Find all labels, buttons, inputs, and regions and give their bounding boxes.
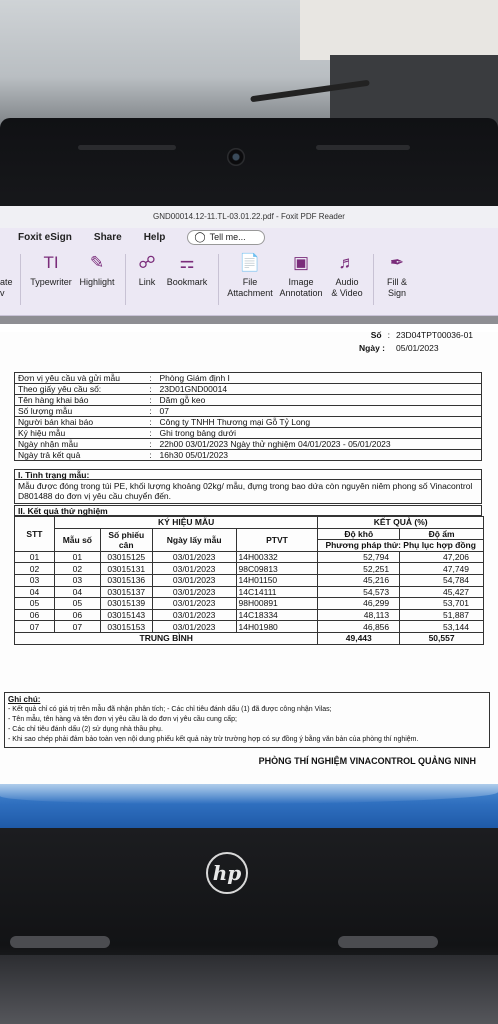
cell-vehicle: 98C09813 [236,563,318,575]
col-group-result: KẾT QUẢ (%) [318,517,484,529]
file-attachment-label-2: Attachment [227,288,273,298]
image-annotation-label-2: Annotation [279,288,323,298]
typewriter-icon: TI [43,253,59,272]
cell-moisture: 47,206 [400,551,484,563]
col-weigh-slip: Số phiếu cân [100,528,152,551]
link-label: Link [138,277,156,287]
cell-sample-no: 02 [54,563,100,575]
table-row [15,598,484,610]
info-key: Số lượng mẫu [15,406,145,417]
cell-sample-no: 04 [54,586,100,598]
cell-dry-content: 52,794 [318,551,400,563]
info-row: Ngày trả kết quả : 16h30 05/01/2023 [15,450,482,461]
hp-logo-icon: hp [206,852,248,894]
info-value: 22h00 03/01/2023 Ngày thử nghiệm 04/01/2023 - 05/01/2023 [157,439,482,450]
cell-vehicle: 14C18334 [236,609,318,621]
audio-video-button[interactable] [327,252,367,315]
table-row [15,609,484,621]
info-value: Công ty TNHH Thương mại Gỗ Tỷ Long [157,417,482,428]
info-value: Phòng Giám định I [157,373,482,384]
cell-weigh-slip: 03015153 [100,621,152,633]
info-value: Dăm gỗ keo [157,395,482,406]
cell-moisture: 47,749 [400,563,484,575]
laptop-hinge [338,936,438,948]
ribbon-toolbar [0,246,498,316]
cell-stt: 07 [15,621,55,633]
cell-dry-content: 46,299 [318,598,400,610]
ribbon-separator [125,254,126,305]
cell-sampling-date: 03/01/2023 [152,551,236,563]
cell-weigh-slip: 03015131 [100,563,152,575]
ribbon-separator [20,254,21,305]
menu-foxit-esign[interactable]: Foxit eSign [18,231,72,243]
cell-vehicle: 14H01150 [236,574,318,586]
document-gutter [0,316,498,324]
cell-stt: 04 [15,586,55,598]
cell-vehicle: 14H00332 [236,551,318,563]
cell-stt: 03 [15,574,55,586]
menu-bar [0,228,498,246]
note-line: - Tên mẫu, tên hàng và tên đơn vị yêu cầu là do đơn vị yêu cầu cung cấp; [8,716,237,723]
table-row [15,563,484,575]
desktop-wallpaper [0,784,498,828]
fill-sign-pen-icon: ✒ [389,253,405,272]
cell-dry-content: 52,251 [318,563,400,575]
link-button[interactable] [132,252,162,315]
info-key: Theo giấy yêu cầu số: [15,384,145,395]
cell-stt: 05 [15,598,55,610]
average-moisture: 50,557 [400,632,484,644]
cell-sample-no: 01 [54,551,100,563]
results-table [14,516,484,645]
menu-share[interactable]: Share [93,231,122,243]
menu-help[interactable]: Help [143,231,166,243]
link-icon: ☍ [138,253,156,272]
col-sampling-date: Ngày lấy mẫu [152,528,236,551]
typewriter-label: Typewriter [30,277,72,287]
file-attachment-icon: 📄 [239,253,261,272]
cell-weigh-slip: 03015143 [100,609,152,621]
cell-weigh-slip: 03015139 [100,598,152,610]
info-value: 07 [157,406,482,417]
section-sample-condition-text: Mẫu được đóng trong túi PE, khối lượng khoảng 02kg/ mẫu, đựng trong bao dứa còn nguyên niêm phong số Vinacontrol D801488 do đơn vị yêu cầu chuyển đến. [14,480,482,504]
notes-title: Ghi chú: [8,695,41,704]
cell-moisture: 51,887 [400,609,484,621]
cell-sampling-date: 03/01/2023 [152,598,236,610]
highlight-button[interactable] [75,252,119,315]
fill-sign-label-2: Sign [387,288,406,298]
info-row: Người bán khai báo : Công ty TNHH Thương mại Gỗ Tỷ Long [15,417,482,428]
laptop-base [0,955,498,1024]
file-attachment-button[interactable] [225,252,275,315]
wallpaper-wave [0,784,498,804]
bookmark-button[interactable] [162,252,212,315]
cell-weigh-slip: 03015137 [100,586,152,598]
cell-dry-content: 48,113 [318,609,400,621]
bezel-slot [316,145,410,150]
info-row: Ký hiệu mẫu : Ghi trong bảng dưới [15,428,482,439]
cell-weigh-slip: 03015125 [100,551,152,563]
col-test-method: Phương pháp thử: Phụ lục hợp đồng [318,540,484,552]
bezel-slot [78,145,176,150]
info-row: Ngày nhận mẫu : 22h00 03/01/2023 Ngày thử nghiệm 04/01/2023 - 05/01/2023 [15,439,482,450]
tell-me-search[interactable] [187,230,264,245]
cell-weigh-slip: 03015136 [100,574,152,586]
cell-vehicle: 14H01980 [236,621,318,633]
info-row: Theo giấy yêu cầu số: : 23D01GND00014 [15,384,482,395]
cell-sampling-date: 03/01/2023 [152,563,236,575]
info-value: 16h30 05/01/2023 [157,450,482,461]
info-value: 23D01GND00014 [157,384,482,395]
ribbon-partial-button[interactable] [0,252,14,315]
laptop-hinge [10,936,110,948]
audio-video-icon: ♬ [338,253,356,272]
laptop-top-bezel [0,118,498,210]
ribbon-partial-label-1: ate [0,277,13,287]
cell-moisture: 54,784 [400,574,484,586]
section-sample-condition-title: I. Tình trạng mẫu: [14,469,482,480]
col-stt: STT [15,517,55,552]
info-key: Người bán khai báo [15,417,145,428]
table-average-row [15,632,484,644]
cell-sample-no: 06 [54,609,100,621]
average-label: TRUNG BÌNH [15,632,318,644]
lab-name: PHÒNG THÍ NGHIỆM VINACONTROL QUẢNG NINH [258,756,476,766]
info-table [14,372,482,461]
report-number: Số : 23D04TPT00036-01 [346,330,476,340]
webcam-icon [227,148,245,166]
audio-video-label-1: Audio [335,277,359,287]
note-line: - Khi sao chép phải đảm bảo toàn vẹn nội dung phiếu kết quả này trừ trường hợp có sự đồng ý bằng văn bản của phòng thí nghiệm. [8,736,419,743]
file-attachment-label-1: File [242,277,258,287]
highlight-label: Highlight [79,277,115,287]
cell-stt: 06 [15,609,55,621]
bookmark-label: Bookmark [166,277,208,287]
report-date-value: 05/01/2023 [396,343,439,353]
background-box [300,0,498,60]
cell-stt: 01 [15,551,55,563]
col-vehicle: PTVT [236,528,318,551]
cell-moisture: 45,427 [400,586,484,598]
image-annotation-button[interactable] [275,252,327,315]
lightbulb-icon: ◯ [194,231,206,243]
cell-sampling-date: 03/01/2023 [152,609,236,621]
col-dry-content: Độ khô [318,528,400,540]
table-row [15,586,484,598]
info-key: Đơn vị yêu cầu và gửi mẫu [15,373,145,384]
cell-vehicle: 98H00891 [236,598,318,610]
info-key: Ngày trả kết quả [15,450,145,461]
info-key: Ký hiệu mẫu [15,428,145,439]
report-date [349,343,476,353]
notes-box [4,692,490,748]
report-number-value: 23D04TPT00036-01 [396,330,474,340]
ribbon-separator [218,254,219,305]
cell-dry-content: 45,216 [318,574,400,586]
window-title: GND00014.12-11.TL-03.01.22.pdf - Foxit PDF Reader [0,206,498,228]
fill-sign-label-1: Fill & [387,277,407,287]
note-line: - Các chỉ tiêu đánh dấu (2) sử dụng nhà thầu phụ. [8,726,163,733]
pdf-page[interactable] [0,332,498,784]
highlight-pen-icon: ✎ [89,253,105,272]
cell-sample-no: 03 [54,574,100,586]
laptop-screen [0,206,498,828]
info-value: Ghi trong bảng dưới [157,428,482,439]
cell-dry-content: 46,856 [318,621,400,633]
typewriter-button[interactable] [27,252,75,315]
table-row [15,621,484,633]
col-moisture: Độ ẩm [400,528,484,540]
col-sample-no: Mẫu số [54,528,100,551]
report-date-label: Ngày : [359,343,385,353]
info-row: Đơn vị yêu cầu và gửi mẫu : Phòng Giám định I [15,373,482,384]
cell-sampling-date: 03/01/2023 [152,586,236,598]
image-annotation-label-1: Image [288,277,314,287]
section-results-title: II. Kết quả thử nghiệm [14,505,482,516]
cell-stt: 02 [15,563,55,575]
cell-sample-no: 07 [54,621,100,633]
info-row: Số lượng mẫu : 07 [15,406,482,417]
cell-sample-no: 05 [54,598,100,610]
ribbon-separator [373,254,374,305]
info-key: Tên hàng khai báo [15,395,145,406]
audio-video-label-2: & Video [331,288,363,298]
table-row [15,551,484,563]
cell-sampling-date: 03/01/2023 [152,621,236,633]
note-line: - Kết quả chỉ có giá trị trên mẫu đã nhận phân tích; - Các chỉ tiêu đánh dấu (1) đã được công nhận Vilas; [8,706,332,713]
bookmark-icon: ⚎ [179,253,195,272]
cell-moisture: 53,701 [400,598,484,610]
average-dry-content: 49,443 [318,632,400,644]
col-group-sample-id: KÝ HIỆU MẪU [54,517,317,529]
ribbon-partial-label-2: v [0,288,5,298]
cell-sampling-date: 03/01/2023 [152,574,236,586]
image-icon: ▣ [292,253,310,272]
table-row [15,574,484,586]
tell-me-placeholder: Tell me... [209,232,246,242]
cell-vehicle: 14C14111 [236,586,318,598]
cell-dry-content: 54,573 [318,586,400,598]
info-key: Ngày nhận mẫu [15,439,145,450]
fill-sign-button[interactable] [380,252,414,315]
cell-moisture: 53,144 [400,621,484,633]
report-number-label: Số [370,330,382,340]
info-row: Tên hàng khai báo : Dăm gỗ keo [15,395,482,406]
